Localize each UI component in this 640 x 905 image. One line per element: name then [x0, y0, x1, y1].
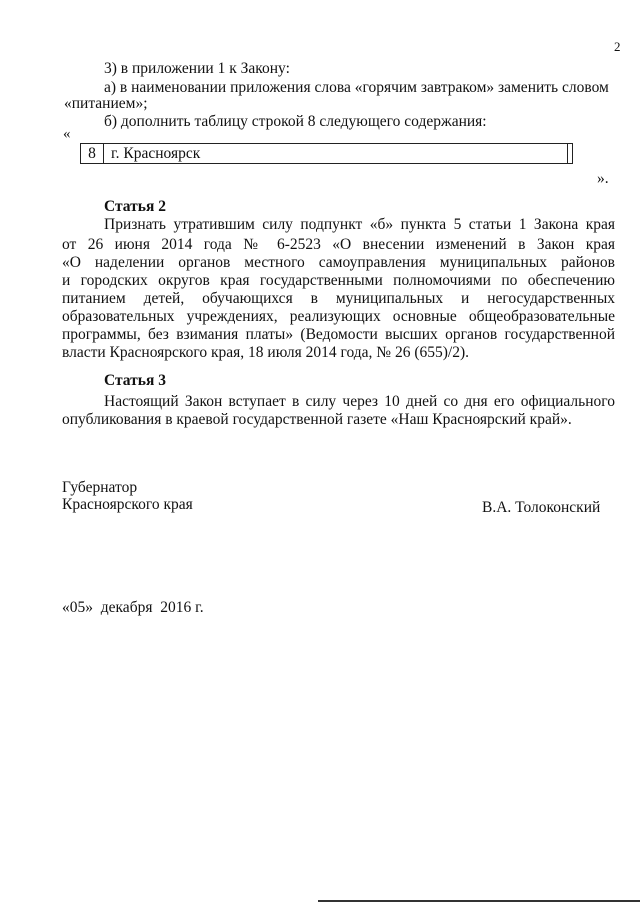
- item3-intro: 3) в приложении 1 к Закону:: [104, 60, 290, 77]
- article2-line-1: Признать утратившим силу подпункт «б» пункта 5 статьи 1 Закона края: [104, 216, 615, 233]
- page-number: 2: [614, 39, 621, 54]
- signature-title-line2: Красноярского края: [62, 496, 193, 513]
- item3-a-line2: «питанием»;: [64, 95, 148, 112]
- table-row-number: 8: [81, 144, 104, 163]
- table-row-tail-cell: [567, 144, 572, 163]
- article2-line-2: от 26 июня 2014 года № 6-2523 «О внесении изменений в Закон края: [62, 236, 615, 253]
- quote-open: «: [63, 126, 71, 142]
- article3-line-1: Настоящий Закон вступает в силу через 10 дней со дня его официального: [104, 393, 615, 410]
- article3-line-2: опубликования в краевой государственной газете «Наш Красноярский край».: [62, 411, 572, 428]
- article2-line-7: программы, без взимания платы» (Ведомости высших органов государственной: [62, 326, 615, 343]
- signature-title-line1: Губернатор: [62, 479, 138, 496]
- bottom-edge-rule: [318, 900, 640, 902]
- quote-close: ».: [597, 170, 609, 187]
- document-date: «05» декабря 2016 г.: [62, 599, 204, 616]
- article2-line-5: питанием детей, обучающихся в муниципальных и негосударственных: [62, 290, 615, 307]
- signature-name: В.А. Толоконский: [482, 499, 601, 516]
- item3-a-line1: а) в наименовании приложения слова «горячим завтраком» заменить словом: [104, 79, 609, 96]
- table-row: [80, 143, 573, 164]
- article2-line-4: и городских округов края государственными полномочиями по обеспечению: [62, 272, 615, 289]
- article2-line-8: власти Красноярского края, 18 июля 2014 года, № 26 (655)/2).: [62, 344, 470, 361]
- table-row-city: г. Красноярск: [111, 145, 201, 162]
- article2-heading: Статья 2: [104, 198, 166, 215]
- article3-heading: Статья 3: [104, 372, 166, 389]
- item3-b-line: б) дополнить таблицу строкой 8 следующего содержания:: [104, 113, 487, 130]
- article2-line-3: «О наделении органов местного самоуправления муниципальных районов: [62, 254, 615, 271]
- article2-line-6: образовательных учреждениях, реализующих основные общеобразовательные: [62, 308, 615, 325]
